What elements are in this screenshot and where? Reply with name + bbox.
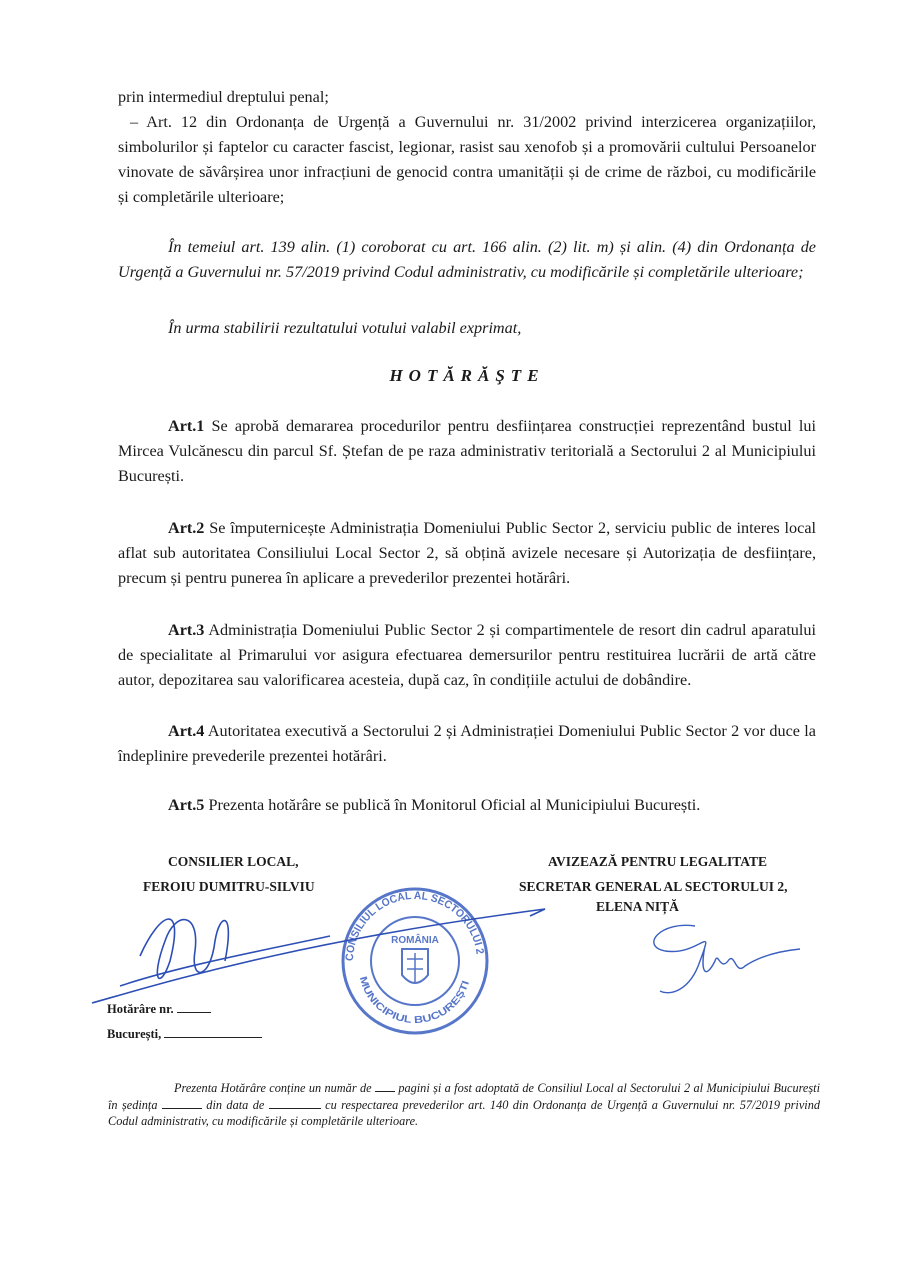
- right-signature: [654, 925, 800, 992]
- article-text: Se împuternicește Administrația Domeniului Public Sector 2, serviciu public de interes local aflat sub autoritatea Consiliului Local Sector 2, să obțină avizele necesare și Autorizația de desființare, precum și pentru punerea în aplicare a prevederilor prezentei hotărâri.: [118, 519, 816, 587]
- right-signatory-line1: AVIZEAZĂ PENTRU LEGALITATE: [548, 854, 768, 869]
- article-2: [118, 516, 816, 591]
- left-signatory-name: FEROIU DUMITRU-SILVIU: [143, 879, 315, 894]
- place-label: București,: [107, 1027, 162, 1041]
- stamp-ring-text: CONSILIUL LOCAL AL SECTORULUI 2: [343, 889, 486, 962]
- paragraph-legal-basis: În temeiul art. 139 alin. (1) coroborat cu art. 166 alin. (2) lit. m) și alin. (4) din Ordonanța de Urgență a Guvernului nr. 57/2019 privind Codul administrativ, cu modificările și completările ulterioare;: [118, 238, 816, 281]
- decision-place-date-field: [107, 1022, 262, 1047]
- paragraph-art12-reference: – Art. 12 din Ordonanța de Urgență a Guvernului nr. 31/2002 privind interzicerea organizațiilor, simbolurilor și faptelor cu caracter fascist, legionar, rasist sau xenofob și a promovării cultului Persoanelor vinovate de săvârșirea unor infracțiuni de genocid contra umanității și de crime de război, cu modificările și completările ulterioare;: [118, 113, 816, 206]
- stamp-top-text: ROMÂNIA: [391, 935, 439, 946]
- article-label: Art.5: [168, 796, 205, 814]
- stamp-inner-text: MUNICIPIUL BUCUREȘTI: [356, 975, 472, 1027]
- article-text: Prezenta hotărâre se publică în Monitorul Oficial al Municipiului București.: [204, 796, 701, 814]
- right-signatory-name: ELENA NIȚĂ: [596, 899, 679, 914]
- footer-text: pagini și a fost adoptată de Consiliul Local al Sectorului 2 al Municipiului București în ședința: [108, 1081, 820, 1112]
- document-body: [107, 85, 820, 1129]
- article-text: Se aprobă demararea procedurilor pentru desființarea construcției reprezentând bustul lui Mircea Vulcănescu din parcul Sf. Ștefan de pe raza administrativ teritorială a Sectorului 2 al Municipiului București.: [118, 417, 816, 485]
- article-label: Art.4: [168, 722, 205, 740]
- article-label: Art.2: [168, 519, 205, 537]
- article-text: Administrația Domeniului Public Sector 2 și compartimentele de resort din cadrul aparatului de specialitate al Primarului vor asigura efectuarea demersurilor pentru restituirea lucrării de artă către autor, depozitarea sau valorificarea acesteia, după caz, în condițiile actului de dobândire.: [118, 621, 816, 689]
- official-stamp: [343, 889, 487, 1033]
- decision-number-field: [107, 997, 211, 1022]
- right-signatory-line2: SECRETAR GENERAL AL SECTORULUI 2,: [519, 879, 788, 894]
- paragraph-vote-result: În urma stabilirii rezultatului votului valabil exprimat,: [168, 319, 522, 337]
- footer-text: cu respectarea prevederilor art. 140 din Ordonanța de Urgență a Guvernului nr. 57/2019 privind Codul administrativ, cu modificările și completările ulterioare.: [108, 1098, 820, 1128]
- article-1: [118, 414, 816, 489]
- article-5: [118, 793, 816, 818]
- article-4: [118, 719, 816, 769]
- article-label: Art.1: [168, 417, 205, 435]
- document-footer-note: [108, 1079, 820, 1129]
- footer-text: din data de: [201, 1098, 269, 1112]
- decision-number-label: Hotărâre nr.: [107, 1002, 174, 1016]
- decision-title: HOTĂRĂŞTE: [389, 366, 545, 385]
- footer-text: Prezenta Hotărâre conține un număr de: [174, 1081, 375, 1095]
- article-3: [118, 618, 816, 693]
- left-signatory-role: CONSILIER LOCAL,: [168, 854, 299, 869]
- article-text: Autoritatea executivă a Sectorului 2 și Administrației Domeniului Public Sector 2 vor duce la îndeplinire prevederile prezentei hotărâri.: [118, 722, 816, 765]
- article-label: Art.3: [168, 621, 205, 639]
- signature-section: [0, 849, 904, 1079]
- paragraph-intro-end: prin intermediul dreptului penal;: [118, 88, 329, 106]
